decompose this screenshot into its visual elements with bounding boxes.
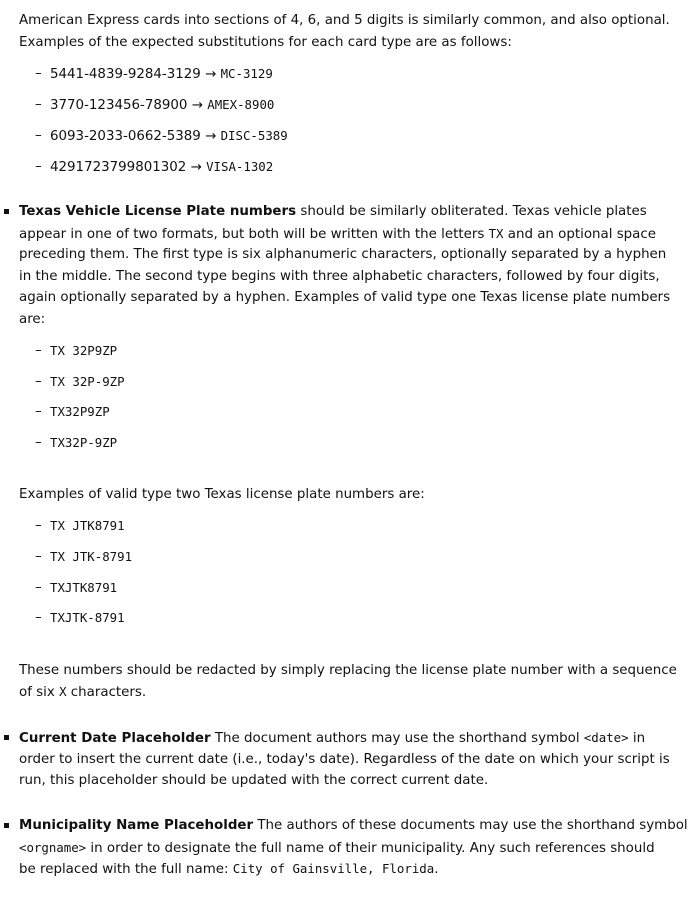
plate-example: TX JTK-8791	[50, 549, 133, 564]
type-two-intro: Examples of valid type two Texas license plate numbers are:	[19, 487, 425, 502]
arrow-icon: →	[205, 129, 217, 144]
card-input: 4291723799801302	[50, 160, 187, 175]
plate-example: TX JTK8791	[50, 518, 125, 533]
card-output: AMEX-8900	[207, 97, 275, 112]
plate-example: TX 32P-9ZP	[50, 374, 125, 389]
bullet-icon	[4, 209, 9, 214]
intro-line-2: Examples of the expected substitutions for each card type are as follows:	[19, 35, 512, 50]
arrow-icon: →	[190, 160, 202, 175]
plates-line-4: in the middle. The second type begins with three alphabetic characters, followed by four digits,	[19, 269, 660, 284]
card-output: VISA-1302	[206, 159, 274, 174]
x-char: X	[59, 684, 67, 699]
date-line-2: order to insert the current date (i.e., today's date). Regardless of the date on which your script is	[19, 752, 670, 767]
card-input: 6093-2033-0662-5389	[50, 129, 201, 144]
card-input: 3770-123456-78900	[50, 98, 188, 113]
muni-line-3: be replaced with the full name: City of Gainsville, Florida.	[19, 861, 439, 877]
redact-line-2: of six X characters.	[19, 684, 147, 700]
plates-line-2: appear in one of two formats, but both will be written with the letters TX and an optional space	[19, 226, 656, 242]
plate-example: TX32P9ZP	[50, 404, 110, 419]
plate-example: TX32P-9ZP	[50, 435, 118, 450]
date-heading: Current Date Placeholder	[19, 731, 211, 746]
plates-line-6: are:	[19, 312, 46, 327]
bullet-icon	[4, 735, 9, 740]
dash-marker: –	[35, 580, 42, 595]
orgname-code: <orgname>	[19, 840, 87, 855]
card-example	[50, 156, 273, 179]
intro-line-1: American Express cards into sections of 4, 6, and 5 digits is similarly common, and also optional.	[19, 13, 670, 28]
muni-line-2: <orgname> in order to designate the full name of their municipality. Any such references should	[19, 840, 655, 856]
plates-line-5: again optionally separated by a hyphen. Examples of valid type one Texas license plate numbers	[19, 290, 671, 305]
card-output: MC-3129	[220, 66, 273, 81]
plates-line-1: Texas Vehicle License Plate numbers should be similarly obliterated. Texas vehicle plates	[19, 204, 647, 219]
redact-line-1: These numbers should be redacted by simply replacing the license plate number with a sequence	[19, 663, 677, 678]
plates-line-3: preceding them. The first type is six alphanumeric characters, optionally separated by a hyphen	[19, 247, 667, 262]
tx-code: TX	[488, 226, 504, 241]
dash-marker: –	[35, 374, 42, 389]
card-example	[50, 94, 274, 117]
dash-marker: –	[35, 97, 42, 112]
dash-marker: –	[35, 610, 42, 625]
plate-example: TX 32P9ZP	[50, 343, 118, 358]
dash-marker: –	[35, 128, 42, 143]
muni-heading: Municipality Name Placeholder	[19, 818, 254, 833]
plate-example: TXJTK-8791	[50, 610, 125, 625]
plate-example: TXJTK8791	[50, 580, 118, 595]
dash-marker: –	[35, 404, 42, 419]
date-line-1: Current Date Placeholder The document authors may use the shorthand symbol <date> in	[19, 730, 646, 746]
dash-marker: –	[35, 549, 42, 564]
card-example	[50, 63, 273, 86]
card-input: 5441-4839-9284-3129	[50, 67, 201, 82]
full-name: City of Gainsville, Florida	[232, 861, 435, 876]
dash-marker: –	[35, 66, 42, 81]
dash-marker: –	[35, 435, 42, 450]
date-code: <date>	[583, 730, 629, 745]
arrow-icon: →	[191, 98, 203, 113]
date-line-3: run, this placeholder should be updated with the correct current date.	[19, 773, 489, 788]
plates-heading: Texas Vehicle License Plate numbers	[19, 204, 297, 219]
dash-marker: –	[35, 518, 42, 533]
bullet-icon	[4, 823, 9, 828]
dash-marker: –	[35, 343, 42, 358]
muni-line-1: Municipality Name Placeholder The authors of these documents may use the shorthand symbol	[19, 818, 688, 833]
card-example	[50, 125, 288, 148]
card-output: DISC-5389	[220, 128, 288, 143]
arrow-icon: →	[205, 67, 217, 82]
dash-marker: –	[35, 159, 42, 174]
